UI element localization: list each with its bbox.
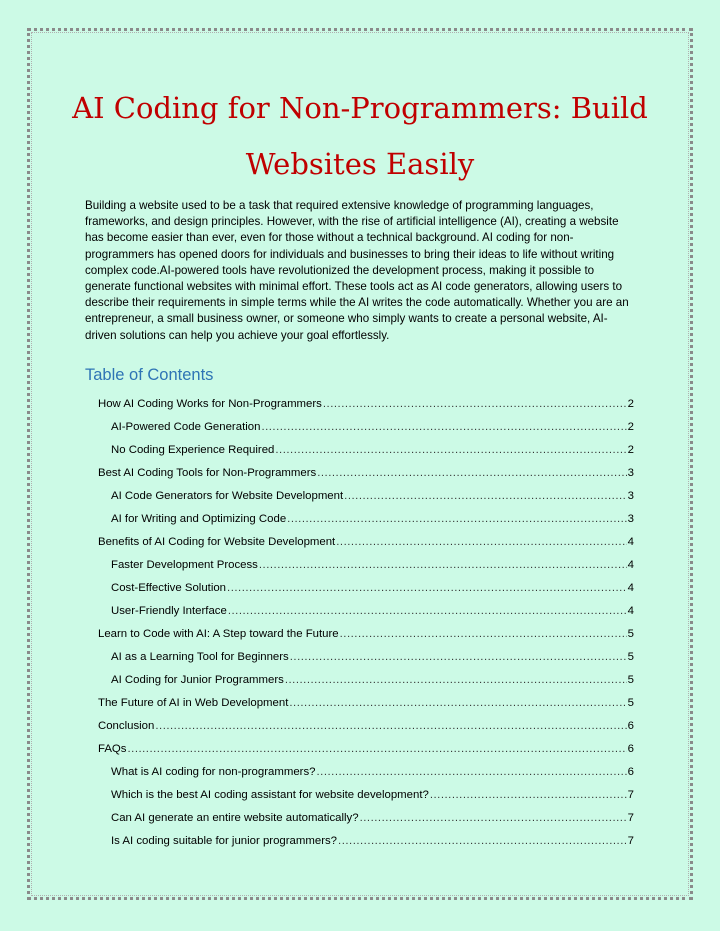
toc-entry[interactable] [98,572,634,595]
toc-entry-title[interactable]: AI for Writing and Optimizing Code [111,513,287,525]
toc-entry[interactable] [98,710,634,733]
toc-leader-dots [287,512,627,526]
toc-entry-page[interactable]: 3 [627,490,634,502]
toc-entry-title[interactable]: Cost-Effective Solution [111,582,227,594]
toc-entry-page[interactable]: 6 [627,766,634,778]
toc-entry-page[interactable]: 4 [627,536,634,548]
toc-entry-title[interactable]: Is AI coding suitable for junior programmers? [111,835,338,847]
toc-entry[interactable] [98,411,634,434]
toc-entry-title[interactable]: Which is the best AI coding assistant for website development? [111,789,429,801]
document-title: AI Coding for Non-Programmers: Build Websites Easily [72,91,648,181]
toc-leader-dots [344,489,627,503]
toc-entry-title[interactable]: AI Code Generators for Website Development [111,490,344,502]
toc-entry-title[interactable]: Conclusion [98,720,155,732]
toc-leader-dots [289,696,626,710]
toc-entry[interactable] [98,503,634,526]
toc-entry-page[interactable]: 4 [627,582,634,594]
toc-leader-dots [430,788,627,802]
toc-entry-page[interactable]: 5 [627,628,634,640]
toc-entry[interactable] [98,457,634,480]
toc-entry-page[interactable]: 6 [627,743,634,755]
toc-leader-dots [285,673,627,687]
toc-leader-dots [127,742,626,756]
toc-entry-title[interactable]: What is AI coding for non-programmers? [111,766,316,778]
toc-entry-title[interactable]: Benefits of AI Coding for Website Development [98,536,336,548]
toc-heading: Table of Contents [85,366,214,384]
toc-entry[interactable] [98,618,634,641]
toc-leader-dots [338,834,627,848]
toc-leader-dots [261,420,626,434]
toc-entry[interactable] [98,687,634,710]
toc-leader-dots [323,397,627,411]
toc-entry-page[interactable]: 6 [627,720,634,732]
toc-entry-page[interactable]: 4 [627,605,634,617]
toc-leader-dots [275,443,626,457]
toc-entry-title[interactable]: Learn to Code with AI: A Step toward the Future [98,628,339,640]
toc-entry[interactable] [98,641,634,664]
toc-entry-page[interactable]: 3 [627,467,634,479]
toc-entry-title[interactable]: Faster Development Process [111,559,258,571]
toc-leader-dots [336,535,626,549]
toc-entry-page[interactable]: 2 [627,444,634,456]
toc-leader-dots [155,719,626,733]
toc-leader-dots [360,811,627,825]
toc-entry[interactable] [98,733,634,756]
toc-entry-title[interactable]: Best AI Coding Tools for Non-Programmers [98,467,317,479]
toc-entry-page[interactable]: 5 [627,674,634,686]
toc-entry[interactable] [98,549,634,572]
toc-entry-page[interactable]: 3 [627,513,634,525]
toc-entry-title[interactable]: No Coding Experience Required [111,444,275,456]
toc-entry-title[interactable]: The Future of AI in Web Development [98,697,289,709]
toc-entry[interactable] [98,802,634,825]
toc-leader-dots [259,558,627,572]
toc-entry-page[interactable]: 7 [627,812,634,824]
toc-entry-title[interactable]: Can AI generate an entire website automatically? [111,812,359,824]
toc-entry[interactable] [98,526,634,549]
toc-entry[interactable] [98,434,634,457]
table-of-contents [98,388,634,848]
toc-entry[interactable] [98,595,634,618]
toc-entry-page[interactable]: 2 [627,421,634,433]
toc-entry[interactable] [98,388,634,411]
toc-entry[interactable] [98,664,634,687]
toc-entry-page[interactable]: 7 [627,835,634,847]
toc-entry-page[interactable]: 4 [627,559,634,571]
toc-entry-page[interactable]: 7 [627,789,634,801]
toc-entry[interactable] [98,480,634,503]
toc-leader-dots [340,627,627,641]
toc-entry[interactable] [98,756,634,779]
toc-leader-dots [290,650,627,664]
intro-paragraph: Building a website used to be a task that required extensive knowledge of programming languages, frameworks, and design principles. However, with the rise of artificial intelligence (AI), creating a website has become easier than ever, even for those without a technical background. AI coding for non-programmers has opened doors for individuals and businesses to bring their ideas to life without writing complex code.AI-powered tools have revolutionized the development process, making it possible to generate functional websites with minimal effort. These tools act as AI code generators, allowing users to describe their requirements in simple terms while the AI writes the code automatically. Whether you are an entrepreneur, a small business owner, or someone who simply wants to create a personal website, AI-driven solutions can help you achieve your goal effortlessly. [85,199,629,342]
toc-entry-title[interactable]: How AI Coding Works for Non-Programmers [98,398,322,410]
toc-entry-title[interactable]: AI-Powered Code Generation [111,421,261,433]
toc-entry-title[interactable]: FAQs [98,743,127,755]
toc-entry-page[interactable]: 5 [627,651,634,663]
toc-entry-title[interactable]: AI as a Learning Tool for Beginners [111,651,289,663]
toc-leader-dots [317,765,627,779]
toc-entry[interactable] [98,825,634,848]
toc-leader-dots [228,604,627,618]
toc-entry-page[interactable]: 2 [627,398,634,410]
toc-leader-dots [227,581,627,595]
toc-entry-page[interactable]: 5 [627,697,634,709]
toc-entry-title[interactable]: AI Coding for Junior Programmers [111,674,284,686]
toc-entry[interactable] [98,779,634,802]
toc-entry-title[interactable]: User-Friendly Interface [111,605,227,617]
toc-leader-dots [317,466,626,480]
